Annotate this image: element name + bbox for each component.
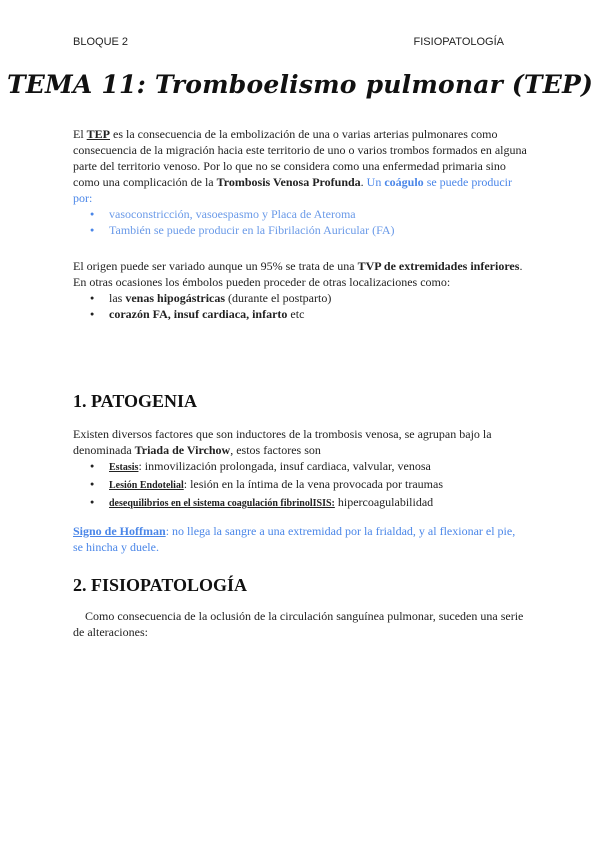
section-patogenia bbox=[73, 393, 528, 409]
origin-paragraph: El origen puede ser variado aunque un 95% se trata de una TVP de extremidades inferiores. En otras ocasiones los émbolos pueden proceder de otras localizaciones como: bbox=[73, 259, 523, 289]
header-block: BLOQUE 2 bbox=[73, 36, 129, 48]
tvp-term: Trombosis Venosa Profunda bbox=[216, 175, 361, 189]
triada-term: Triada de Virchow bbox=[134, 443, 231, 457]
fisiopatologia-paragraph: Como consecuencia de la oclusión de la circulación sanguínea pulmonar, suceden una serie de alteraciones: bbox=[73, 609, 524, 639]
list-item: ● corazón FA, insuf cardiaca, infarto etc bbox=[109, 306, 528, 322]
list-item: ● desequilibrios en el sistema coagulación fibrinolISIS: hipercoagulabilidad bbox=[109, 494, 528, 512]
section-fisiopatologia bbox=[73, 577, 528, 593]
patogenia-paragraph: Existen diversos factores que son inductores de la trombosis venosa, se agrupan bajo la denominada Triada de Virchow, estos factores son bbox=[73, 427, 492, 457]
factors-list bbox=[73, 458, 528, 512]
list-item: ● Estasis: inmovilización prolongada, insuf cardiaca, valvular, venosa bbox=[109, 458, 528, 476]
intro-section bbox=[73, 126, 528, 238]
section-heading-patogenia: 1. PATOGENIA bbox=[73, 391, 198, 411]
origin-section bbox=[73, 258, 528, 322]
list-item: ● las venas hipogástricas (durante el postparto) bbox=[109, 290, 528, 306]
list-item: ● También se puede producir en la Fibrilación Auricular (FA) bbox=[109, 222, 528, 238]
fisiopatologia-body bbox=[73, 608, 528, 640]
list-item: ● Lesión Endotelial: lesión en la íntima de la vena provocada por traumas bbox=[109, 476, 528, 494]
causes-list bbox=[73, 206, 528, 238]
section-heading-fisiopatologia: 2. FISIOPATOLOGÍA bbox=[73, 575, 248, 595]
page-title: TEMA 11: Tromboelismo pulmonar (TEP) bbox=[6, 70, 594, 99]
patogenia-body bbox=[73, 426, 528, 512]
hoffman-link[interactable]: Signo de Hoffman bbox=[73, 524, 166, 538]
origin-list bbox=[73, 290, 528, 322]
tep-term: TEP bbox=[86, 127, 111, 141]
hoffman-note: Signo de Hoffman: no llega la sangre a una extremidad por la frialdad, y al flexionar el pie, se hincha y duele. bbox=[73, 524, 516, 554]
tvp-extremidades-term: TVP de extremidades inferiores bbox=[357, 259, 520, 273]
header-subject: FISIOPATOLOGÍA bbox=[413, 36, 504, 48]
intro-paragraph: El TEP es la consecuencia de la embolización de una o varias arterias pulmonares como consecuencia de la migración hacia este territorio de uno o varios trombos formados en alguna parte del territorio venoso. Por lo que no se considera como una enfermedad primaria sino como una complicación de la Trombosis Venosa Profunda. Un coágulo se puede producir por: bbox=[73, 127, 527, 205]
coagulo-term: coágulo bbox=[384, 175, 424, 189]
list-item: ● vasoconstricción, vasoespasmo y Placa de Ateroma bbox=[109, 206, 528, 222]
